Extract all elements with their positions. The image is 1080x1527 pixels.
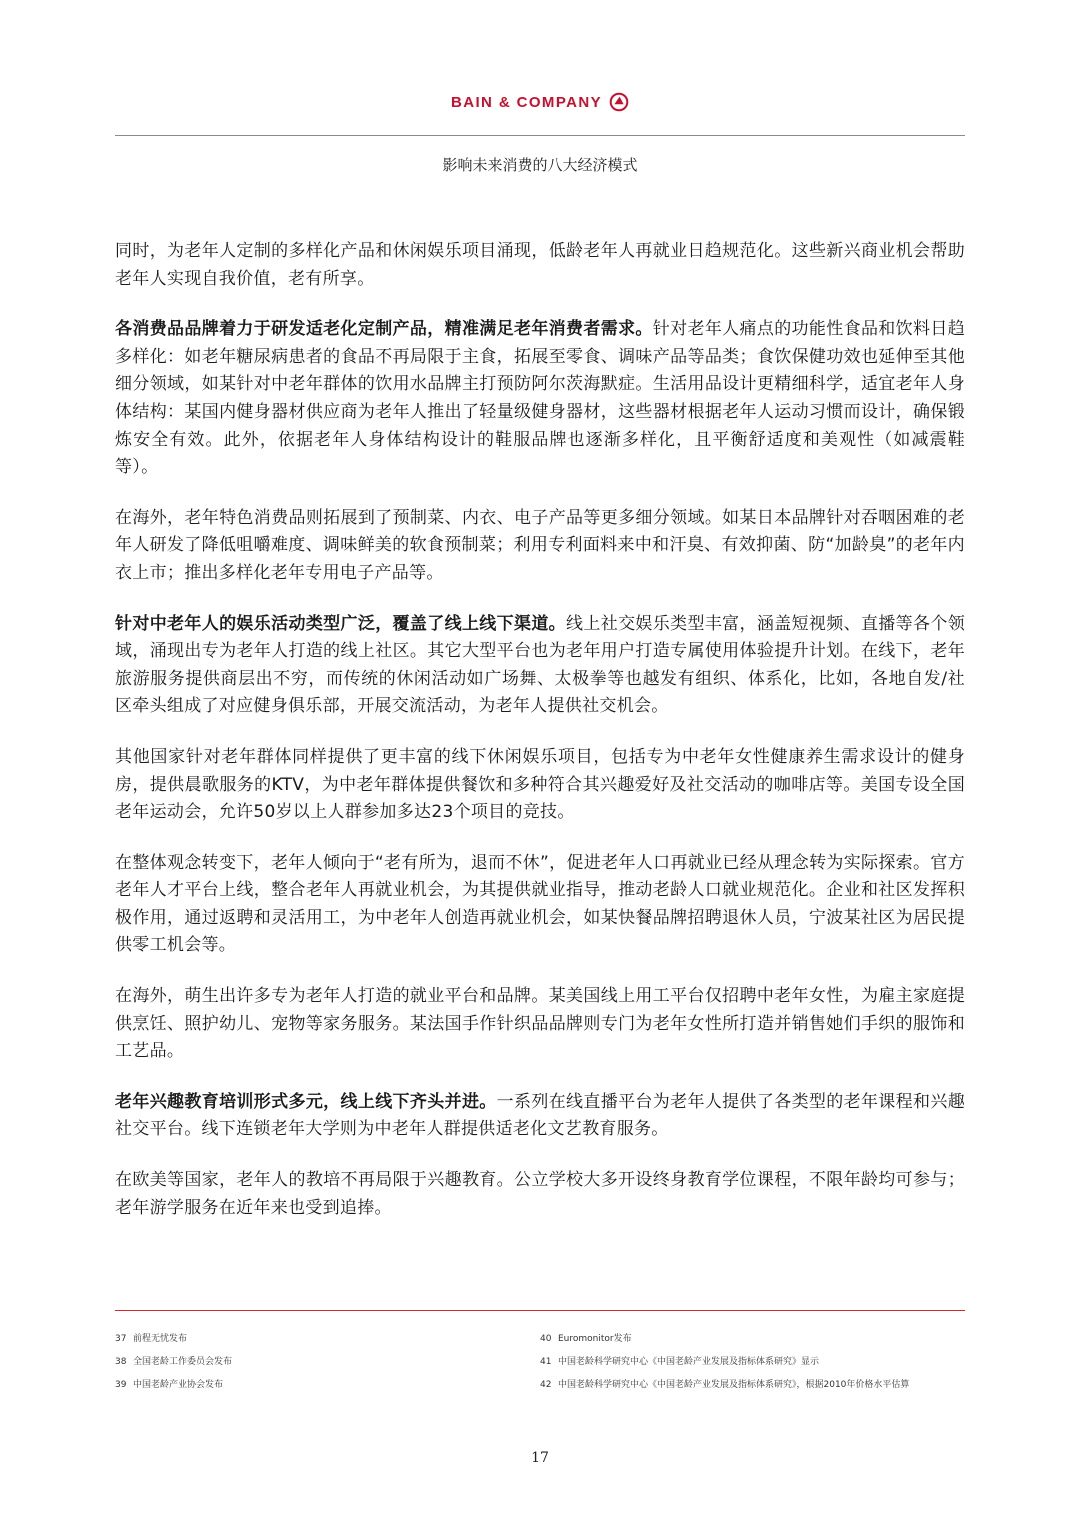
paragraph-body: 同时，为老年人定制的多样化产品和休闲娱乐项目涌现，低龄老年人再就业日趋规范化。这些新兴商业机会帮助老年人实现自我价值，老有所享。 <box>115 241 965 289</box>
paragraph-1 <box>115 238 965 293</box>
bain-logo-icon <box>609 92 629 112</box>
paragraph-3 <box>115 505 965 588</box>
paragraph-9 <box>115 1167 965 1222</box>
footnote-text: 中国老龄产业协会发布 <box>133 1380 224 1390</box>
page-number: 17 <box>531 1450 549 1466</box>
brand-logo <box>0 92 1080 112</box>
footnote <box>115 1380 232 1391</box>
footnote-divider <box>115 1310 965 1311</box>
footnote <box>540 1357 909 1368</box>
footnote-text: 中国老龄科学研究中心《中国老龄产业发展及指标体系研究》，根据2010年价格水平估算 <box>558 1380 910 1390</box>
paragraph-lead: 老年兴趣教育培训形式多元，线上线下齐头并进。 <box>115 1091 497 1112</box>
footnote-text: 全国老龄工作委员会发布 <box>133 1357 233 1367</box>
footnote <box>540 1334 909 1345</box>
paragraph-6 <box>115 850 965 960</box>
footnote <box>540 1380 909 1391</box>
footnotes-left <box>115 1334 232 1403</box>
brand-name: BAIN & COMPANY <box>451 93 602 111</box>
paragraph-8 <box>115 1089 965 1144</box>
footnote-text: Euromonitor发布 <box>558 1334 632 1344</box>
footnote <box>115 1334 232 1345</box>
paragraph-lead: 针对中老年人的娱乐活动类型广泛，覆盖了线上线下渠道。 <box>115 613 567 634</box>
footnote-text: 中国老龄科学研究中心《中国老龄产业发展及指标体系研究》显示 <box>558 1357 820 1367</box>
footnote-number: 38 <box>115 1357 127 1367</box>
paragraph-body: 线上社交娱乐类型丰富，涵盖短视频、直播等各个领域，涌现出专为老年人打造的线上社区。其它大型平台也为老年用户打造专属使用体验提升计划。在线下，老年旅游服务提供商层出不穷，而传统的休闲活动如广场舞、太极拳等也越发有组织、体系化，比如，各地自发/社区牵头组成了对应健身俱乐部，开展交流活动，为老年人提供社交机会。 <box>115 613 965 717</box>
footnote-number: 39 <box>115 1380 127 1390</box>
paragraph-body: 在整体观念转变下，老年人倾向于“老有所为，退而不休”，促进老年人口再就业已经从理念转为实际探索。官方老年人才平台上线，整合老年人再就业机会，为其提供就业指导，推动老龄人口就业规范化。企业和社区发挥积极作用，通过返聘和灵活用工，为中老年人创造再就业机会，如某快餐品牌招聘退休人员，宁波某社区为居民提供零工机会等。 <box>115 852 965 956</box>
paragraph-body: 在海外，萌生出许多专为老年人打造的就业平台和品牌。某美国线上用工平台仅招聘中老年女性，为雇主家庭提供烹饪、照护幼儿、宠物等家务服务。某法国手作针织品品牌则专门为老年女性所打造并销售她们手织的服饰和工艺品。 <box>115 986 965 1062</box>
footnote-text: 前程无忧发布 <box>133 1334 188 1344</box>
header-divider <box>115 135 965 136</box>
footnote <box>115 1357 232 1368</box>
footnote-number: 40 <box>540 1334 552 1344</box>
footnote-number: 37 <box>115 1334 127 1344</box>
paragraph-2 <box>115 316 965 482</box>
paragraph-body: 一系列在线直播平台为老年人提供了各类型的老年课程和兴趣社交平台。线下连锁老年大学则为中老年人群提供适老化文艺教育服务。 <box>115 1091 965 1140</box>
paragraph-5 <box>115 744 965 827</box>
paragraph-body: 在欧美等国家，老年人的教培不再局限于兴趣教育。公立学校大多开设终身教育学位课程，不限年龄均可参与；老年游学服务在近年来也受到追捧。 <box>115 1170 965 1218</box>
footnote-number: 42 <box>540 1380 552 1390</box>
paragraph-4 <box>115 611 965 721</box>
paragraph-7 <box>115 983 965 1066</box>
paragraph-body: 其他国家针对老年群体同样提供了更丰富的线下休闲娱乐项目，包括专为中老年女性健康养生需求设计的健身房，提供晨歌服务的KTV，为中老年群体提供餐饮和多种符合其兴趣爱好及社交活动的咖啡店等。美国专设全国老年运动会，允许50岁以上人群参加多达23个项目的竞技。 <box>115 746 965 823</box>
body-text <box>115 238 965 1245</box>
page-subtitle: 影响未来消费的八大经济模式 <box>442 156 638 174</box>
paragraph-body: 在海外，老年特色消费品则拓展到了预制菜、内衣、电子产品等更多细分领域。如某日本品牌针对吞咽困难的老年人研发了降低咀嚼难度、调味鲜美的软食预制菜；利用专利面料来中和汗臭、有效抑菌、防“加龄臭”的老年内衣上市；推出多样化老年专用电子产品等。 <box>115 507 965 583</box>
paragraph-body: 针对老年人痛点的功能性食品和饮料日趋多样化：如老年糖尿病患者的食品不再局限于主食，拓展至零食、调味产品等品类；食饮保健功效也延伸至其他细分领域，如某针对中老年群体的饮用水品牌主打预防阿尔茨海默症。生活用品设计更精细科学，适宜老年人身体结构：某国内健身器材供应商为老年人推出了轻量级健身器材，这些器材根据老年人运动习惯而设计，确保锻炼安全有效。此外，依据老年人身体结构设计的鞋服品牌也逐渐多样化，且平衡舒适度和美观性（如减震鞋等）。 <box>115 319 965 478</box>
footnote-number: 41 <box>540 1357 552 1367</box>
footnotes-right <box>540 1334 909 1403</box>
paragraph-lead: 各消费品品牌着力于研发适老化定制产品，精准满足老年消费者需求。 <box>115 319 653 340</box>
